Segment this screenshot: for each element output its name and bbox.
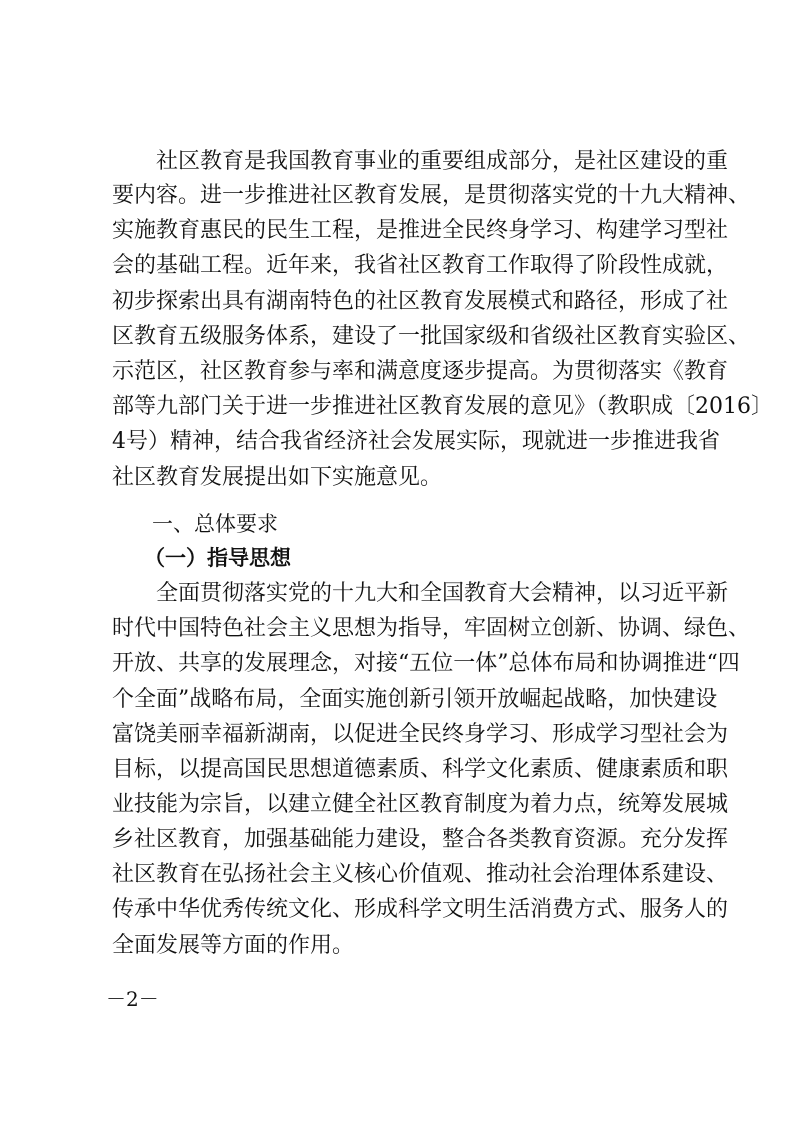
- text-line: 全面发展等方面的作用。: [112, 933, 355, 958]
- text-line: 传承中华优秀传统文化、形成科学文明生活消费方式、服务人的: [112, 897, 729, 922]
- subsection-heading: （一）指导思想: [144, 546, 291, 570]
- text-line: 要内容。进一步推进社区教育发展，是贯彻落实党的十九大精神、: [112, 183, 751, 208]
- text-line: 会的基础工程。近年来，我省社区教育工作取得了阶段性成就，: [112, 253, 729, 278]
- text-line: 全面贯彻落实党的十九大和全国教育大会精神，以习近平新: [156, 581, 729, 606]
- text-line: 区教育五级服务体系，建设了一批国家级和省级社区教育实验区、: [112, 324, 751, 349]
- text-line: 社区教育在弘扬社会主义核心价值观、推动社会治理体系建设、: [112, 862, 729, 887]
- text-line: 社区教育是我国教育事业的重要组成部分，是社区建设的重: [156, 149, 729, 174]
- text-line: 乡社区教育，加强基础能力建设，整合各类教育资源。充分发挥: [112, 827, 729, 852]
- text-line: 社区教育发展提出如下实施意见。: [112, 465, 443, 490]
- page-number: －2－: [106, 987, 159, 1011]
- text-line: 示范区，社区教育参与率和满意度逐步提高。为贯彻落实《教育: [112, 359, 729, 384]
- section-heading: 一、总体要求: [152, 512, 278, 536]
- text-line: 开放、共享的发展理念，对接“五位一体”总体布局和协调推进“四: [112, 651, 740, 676]
- text-line: 业技能为宗旨，以建立健全社区教育制度为着力点，统筹发展城: [112, 792, 729, 817]
- text-line: 时代中国特色社会主义思想为指导，牢固树立创新、协调、绿色、: [112, 616, 751, 641]
- text-line: 4号）精神，结合我省经济社会发展实际，现就进一步推进我省: [112, 429, 720, 454]
- text-line: 实施教育惠民的民生工程，是推进全民终身学习、构建学习型社: [112, 218, 729, 243]
- text-line: 个全面”战略布局，全面实施创新引领开放崛起战略，加快建设: [112, 687, 718, 712]
- text-line: 目标，以提高国民思想道德素质、科学文化素质、健康素质和职: [112, 757, 729, 782]
- text-line: 部等九部门关于进一步推进社区教育发展的意见》（教职成〔2016〕: [112, 394, 773, 419]
- text-line: 初步探索出具有湖南特色的社区教育发展模式和路径，形成了社: [112, 289, 729, 314]
- text-line: 富饶美丽幸福新湖南，以促进全民终身学习、形成学习型社会为: [112, 722, 729, 747]
